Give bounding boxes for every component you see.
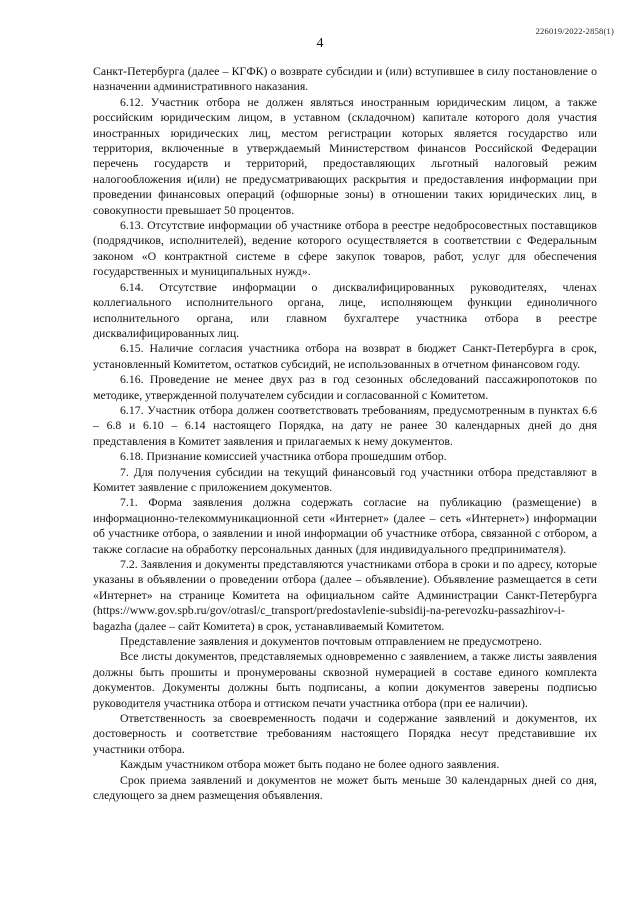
paragraph-continuation: Санкт-Петербурга (далее – КГФК) о возврате субсидии и (или) вступившее в силу постановление о назначении административного наказания.: [93, 64, 597, 94]
paragraph-responsibility: Ответственность за своевременность подачи и содержание заявлений и документов, их достоверность и соответствие требованиям настоящего Порядка несут представившие их участники отбора.: [93, 711, 597, 756]
page-number: 4: [316, 36, 324, 51]
paragraph-6-12: 6.12. Участник отбора не должен являться иностранным юридическим лицом, а также российским юридическим лицом, в уставном (складочном) капитале которого доля участия иностранных юридических лиц, местом регистрации которых является государство или территория, включенные в утверждаемый Министерством финансов Российской Федерации перечень государств и территорий, предоставляющих льготный налоговый режим налогообложения и(или) не предусматривающих раскрытия и предоставления информации при проведении финансовых операций (офшорные зоны) в отношении таких юридических лиц, в совокупности превышает 50 процентов.: [93, 94, 597, 217]
paragraph-deadline: Срок приема заявлений и документов не может быть меньше 30 календарных дней со дня, следующего за днем размещения объявления.: [93, 772, 597, 803]
paragraph-6-17: 6.17. Участник отбора должен соответствовать требованиям, предусмотренным в пунктах 6.6 – 6.8 и 6.10 – 6.14 настоящего Порядка, на дату не ранее 30 календарных дней до дня представления в Комитет заявления и прилагаемых к нему документов.: [93, 402, 597, 448]
paragraph-6-15: 6.15. Наличие согласия участника отбора на возврат в бюджет Санкт-Петербурга в срок, установленный Комитетом, остатков субсидий, не использованных в отчетном финансовом году.: [93, 341, 597, 371]
paragraph-6-16: 6.16. Проведение не менее двух раз в год сезонных обследований пассажиропотоков по методике, утвержденной получателем субсидии и согласованной с Комитетом.: [93, 372, 597, 402]
document-registration-number: 226019/2022-2858(1): [535, 26, 614, 36]
paragraph-7-1: 7.1. Форма заявления должна содержать согласие на публикацию (размещение) в информационно-телекоммуникационной сети «Интернет» (далее – сеть «Интернет») информации об участнике отбора, о заявлении и иной информации об участнике отбора, связанной с отбором, а также согласие на обработку персональных данных (для индивидуального предпринимателя).: [93, 495, 597, 556]
paragraph-document-sheets: Все листы документов, представляемых одновременно с заявлением, а также листы заявления должны быть прошиты и пронумерованы сквозной нумерацией в составе единого комплекта документов. Документы должны быть подписаны, а копии документов заверены подписью руководителя участника отбора и оттиском печати участника отбора (при ее наличии).: [93, 649, 597, 710]
paragraph-6-18: 6.18. Признание комиссией участника отбора прошедшим отбор.: [120, 449, 447, 464]
document-body: [93, 64, 597, 804]
paragraph-one-application: Каждым участником отбора может быть подано не более одного заявления.: [120, 757, 500, 772]
paragraph-7-2: 7.2. Заявления и документы представляются участниками отбора в сроки и по адресу, которые указаны в объявлении о проведении отбора (далее – объявление). Объявление размещается в сети «Интернет» на странице Комитета на официальном сайте Администрации Санкт-Петербурга (https://www.gov.spb.ru/gov/otrasl/c_transport/predostavlenie-subsidij-na-perevozku-passazhirov-i-bagazha (далее – сайт Комитета) в срок, устанавливаемый Комитетом.: [93, 557, 597, 633]
paragraph-no-postal: Представление заявления и документов почтовым отправлением не предусмотрено.: [120, 634, 542, 649]
paragraph-6-14: 6.14. Отсутствие информации о дисквалифицированных руководителях, членах коллегиального исполнительного органа, лице, исполняющем функции единоличного исполнительного органа, или главном бухгалтере участника отбора в реестре дисквалифицированных лиц.: [93, 279, 597, 340]
paragraph-7: 7. Для получения субсидии на текущий финансовый год участники отбора представляют в Комитет заявление с приложением документов.: [93, 464, 597, 494]
paragraph-6-13: 6.13. Отсутствие информации об участнике отбора в реестре недобросовестных поставщиков (подрядчиков, исполнителей), ведение которого осуществляется в соответствии с Федеральным законом «О контрактной системе в сфере закупок товаров, работ, услуг для обеспечения государственных и муниципальных нужд».: [93, 218, 597, 279]
